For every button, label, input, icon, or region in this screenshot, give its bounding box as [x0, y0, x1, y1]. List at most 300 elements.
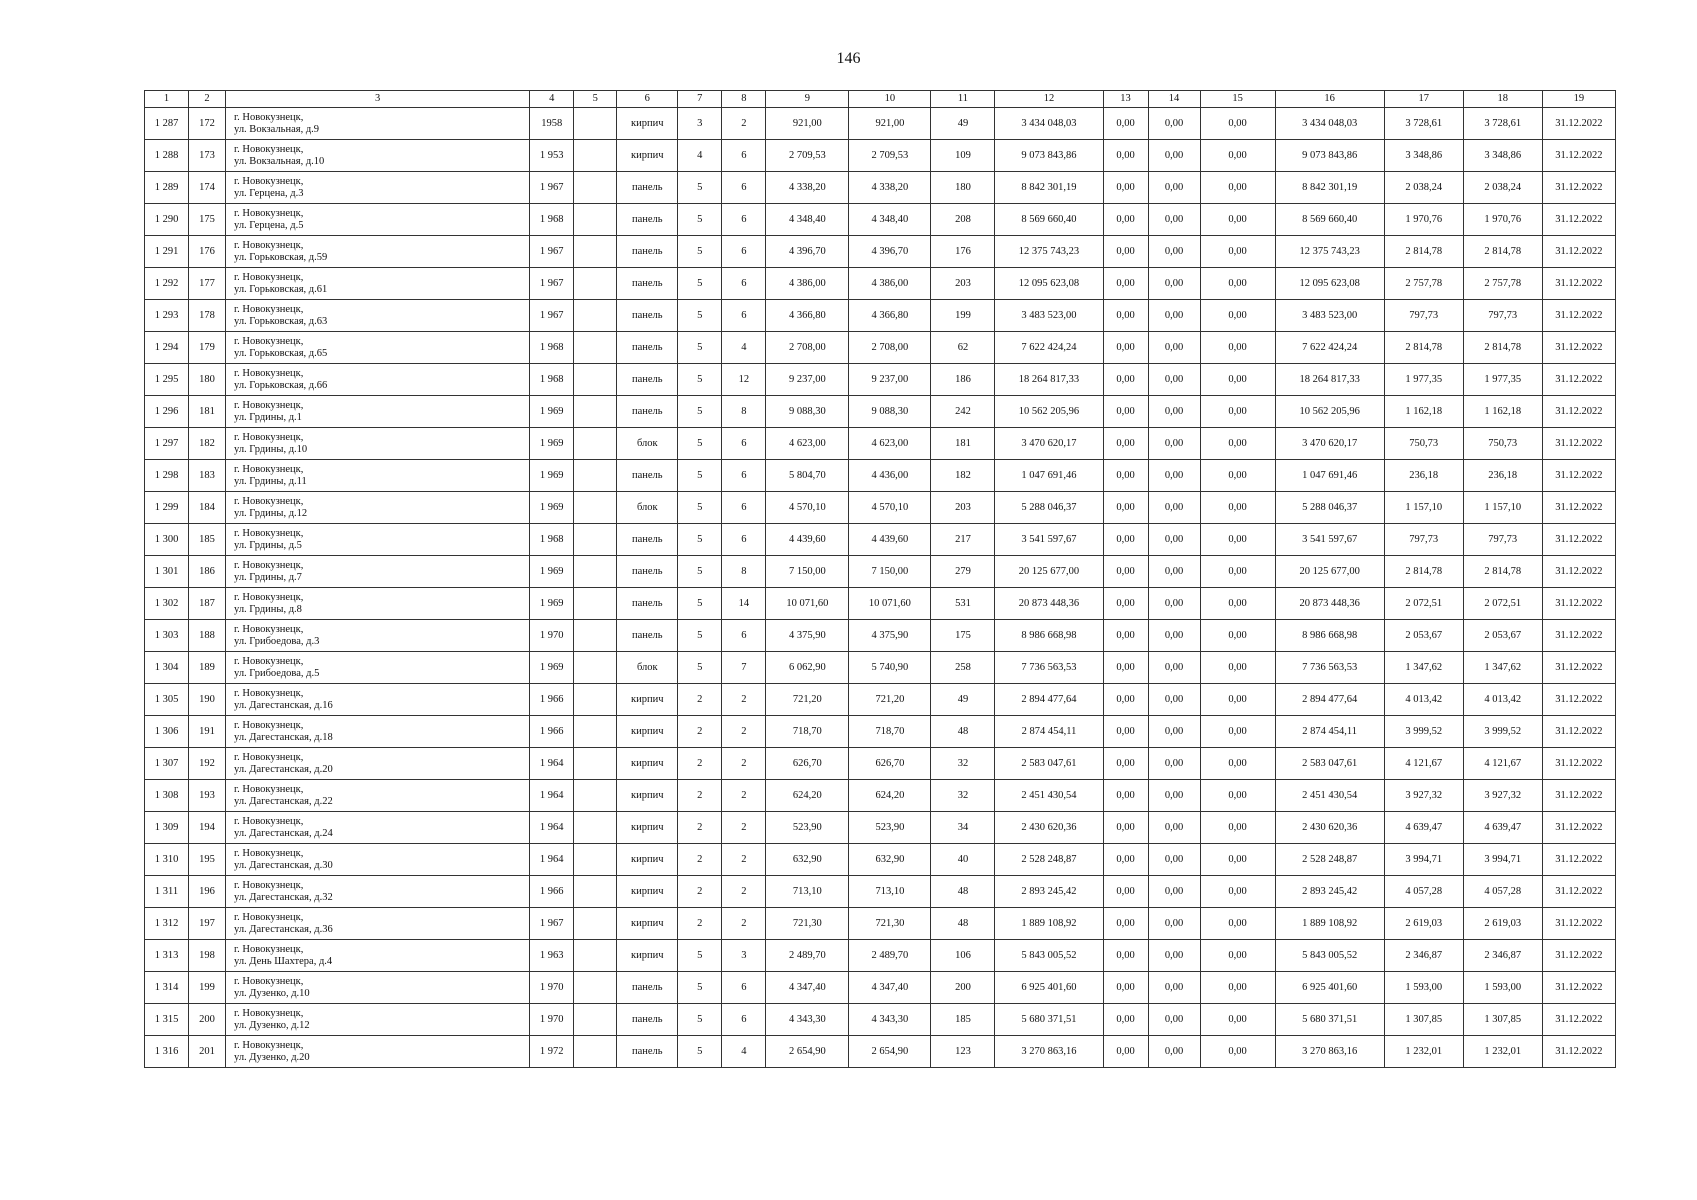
table-cell: 31.12.2022 [1542, 332, 1615, 364]
address-street: ул. Грдины, д.5 [234, 539, 302, 551]
table-cell: 1 969 [530, 428, 574, 460]
table-cell: 2 814,78 [1463, 332, 1542, 364]
table-cell: 9 073 843,86 [1275, 140, 1384, 172]
address-cell [226, 1004, 530, 1036]
table-cell: 1 295 [145, 364, 189, 396]
address-cell [226, 876, 530, 908]
table-cell: 4 121,67 [1384, 748, 1463, 780]
address-cell [226, 364, 530, 396]
table-cell: 2 814,78 [1463, 556, 1542, 588]
table-row [145, 812, 1616, 844]
table-cell: 0,00 [1103, 620, 1148, 652]
table-cell: 1 047 691,46 [995, 460, 1103, 492]
table-cell: 5 680 371,51 [1275, 1004, 1384, 1036]
address-city: г. Новокузнецк, [234, 207, 304, 219]
table-cell: 718,70 [849, 716, 931, 748]
address-street: ул. Герцена, д.5 [234, 219, 304, 231]
table-cell: 4 375,90 [849, 620, 931, 652]
address-cell [226, 524, 530, 556]
table-cell: 0,00 [1148, 332, 1200, 364]
table-cell: 0,00 [1200, 684, 1275, 716]
table-cell: 3 470 620,17 [995, 428, 1103, 460]
table-cell: 4 [722, 1036, 766, 1068]
table-cell: 7 622 424,24 [995, 332, 1103, 364]
table-cell: 1958 [530, 108, 574, 140]
table-cell: 2 489,70 [766, 940, 849, 972]
address-street: ул. Грибоедова, д.3 [234, 635, 320, 647]
table-cell: 40 [931, 844, 995, 876]
table-cell: 12 375 743,23 [995, 236, 1103, 268]
table-cell: 31.12.2022 [1542, 428, 1615, 460]
table-cell: 2 583 047,61 [995, 748, 1103, 780]
table-cell: 1 967 [530, 908, 574, 940]
table-cell: 0,00 [1103, 332, 1148, 364]
table-cell: 0,00 [1103, 172, 1148, 204]
table-cell: 3 927,32 [1384, 780, 1463, 812]
table-cell: 5 740,90 [849, 652, 931, 684]
table-cell: панель [617, 556, 678, 588]
table-cell: 2 [678, 812, 722, 844]
table-cell: 2 038,24 [1463, 172, 1542, 204]
table-cell: 7 [722, 652, 766, 684]
table-cell [574, 748, 617, 780]
table-cell: 4 [678, 140, 722, 172]
column-header: 18 [1463, 91, 1542, 108]
table-cell: 6 925 401,60 [1275, 972, 1384, 1004]
table-cell: 0,00 [1103, 1036, 1148, 1068]
table-cell: 6 [722, 972, 766, 1004]
table-cell: 4 396,70 [766, 236, 849, 268]
table-cell: 0,00 [1148, 300, 1200, 332]
table-cell: 3 [722, 940, 766, 972]
table-cell: кирпич [617, 876, 678, 908]
table-cell [574, 396, 617, 428]
table-cell: 1 969 [530, 460, 574, 492]
table-cell: 1 969 [530, 396, 574, 428]
column-header: 3 [226, 91, 530, 108]
table-cell: 624,20 [766, 780, 849, 812]
table-cell: 0,00 [1200, 396, 1275, 428]
table-cell: 8 569 660,40 [1275, 204, 1384, 236]
table-cell: 20 873 448,36 [1275, 588, 1384, 620]
table-cell: 0,00 [1200, 812, 1275, 844]
table-cell: 0,00 [1148, 780, 1200, 812]
table-cell: 8 [722, 556, 766, 588]
table-cell: 187 [189, 588, 226, 620]
table-row [145, 524, 1616, 556]
table-body [145, 108, 1616, 1068]
table-cell [574, 652, 617, 684]
table-cell: 7 150,00 [849, 556, 931, 588]
table-cell: 9 073 843,86 [995, 140, 1103, 172]
address-street: ул. Дагестанская, д.36 [234, 923, 333, 935]
table-cell: 0,00 [1148, 748, 1200, 780]
table-cell: 3 270 863,16 [995, 1036, 1103, 1068]
table-cell: 1 593,00 [1384, 972, 1463, 1004]
table-cell: панель [617, 1004, 678, 1036]
table-cell: 6 [722, 140, 766, 172]
table-cell: кирпич [617, 940, 678, 972]
table-cell: 0,00 [1200, 332, 1275, 364]
table-cell [574, 716, 617, 748]
table-cell: 4 570,10 [766, 492, 849, 524]
table-cell: 0,00 [1200, 908, 1275, 940]
table-cell: 1 300 [145, 524, 189, 556]
header-row [145, 91, 1616, 108]
table-cell: 523,90 [766, 812, 849, 844]
table-cell [574, 1036, 617, 1068]
table-cell: 2 451 430,54 [995, 780, 1103, 812]
table-cell: 2 [678, 876, 722, 908]
table-cell: 0,00 [1103, 300, 1148, 332]
table-cell: 1 969 [530, 652, 574, 684]
table-cell: 201 [189, 1036, 226, 1068]
registry-table [144, 90, 1616, 1068]
table-cell: 2 430 620,36 [995, 812, 1103, 844]
table-cell: 1 315 [145, 1004, 189, 1036]
table-cell: 5 [678, 556, 722, 588]
table-cell: 0,00 [1148, 876, 1200, 908]
table-cell: 2 053,67 [1384, 620, 1463, 652]
table-cell: 3 483 523,00 [1275, 300, 1384, 332]
table-cell: 531 [931, 588, 995, 620]
table-cell: 0,00 [1148, 812, 1200, 844]
table-cell: 5 [678, 940, 722, 972]
address-cell [226, 236, 530, 268]
table-cell: 721,20 [766, 684, 849, 716]
table-cell: 48 [931, 716, 995, 748]
address-cell [226, 460, 530, 492]
table-row [145, 716, 1616, 748]
table-cell: 31.12.2022 [1542, 524, 1615, 556]
table-cell: 1 972 [530, 1036, 574, 1068]
table-cell: 0,00 [1200, 940, 1275, 972]
table-cell: 123 [931, 1036, 995, 1068]
address-street: ул. Дузенко, д.20 [234, 1051, 310, 1063]
table-cell: кирпич [617, 812, 678, 844]
table-cell: 31.12.2022 [1542, 972, 1615, 1004]
table-cell: 5 680 371,51 [995, 1004, 1103, 1036]
table-cell: 2 709,53 [849, 140, 931, 172]
table-cell: 203 [931, 268, 995, 300]
table-cell: 190 [189, 684, 226, 716]
table-cell: 31.12.2022 [1542, 236, 1615, 268]
table-cell: 1 953 [530, 140, 574, 172]
address-cell [226, 556, 530, 588]
table-cell: 1 290 [145, 204, 189, 236]
address-city: г. Новокузнецк, [234, 303, 304, 315]
table-cell: 721,20 [849, 684, 931, 716]
table-cell: 1 305 [145, 684, 189, 716]
table-cell: 0,00 [1103, 940, 1148, 972]
table-cell: 632,90 [849, 844, 931, 876]
table-cell: 1 968 [530, 332, 574, 364]
table-cell: 0,00 [1200, 876, 1275, 908]
table-cell [574, 460, 617, 492]
table-cell: 1 303 [145, 620, 189, 652]
table-cell: блок [617, 428, 678, 460]
address-street: ул. Дузенко, д.12 [234, 1019, 310, 1031]
table-cell: 20 125 677,00 [1275, 556, 1384, 588]
table-cell: 2 [722, 844, 766, 876]
address-city: г. Новокузнецк, [234, 591, 304, 603]
table-cell: 1 288 [145, 140, 189, 172]
table-cell: 179 [189, 332, 226, 364]
table-cell: 3 728,61 [1463, 108, 1542, 140]
table-cell: панель [617, 972, 678, 1004]
table-cell: 0,00 [1200, 108, 1275, 140]
table-cell: 196 [189, 876, 226, 908]
table-cell: 172 [189, 108, 226, 140]
address-city: г. Новокузнецк, [234, 687, 304, 699]
table-row [145, 556, 1616, 588]
table-cell: 185 [189, 524, 226, 556]
table-cell: 184 [189, 492, 226, 524]
address-street: ул. Горьковская, д.59 [234, 251, 328, 263]
address-city: г. Новокузнецк, [234, 271, 304, 283]
table-row [145, 332, 1616, 364]
table-cell: 186 [189, 556, 226, 588]
table-cell: 2 654,90 [849, 1036, 931, 1068]
table-cell: 4 366,80 [849, 300, 931, 332]
address-city: г. Новокузнецк, [234, 1007, 304, 1019]
table-row [145, 620, 1616, 652]
table-cell: 258 [931, 652, 995, 684]
table-cell [574, 908, 617, 940]
table-cell: 1 308 [145, 780, 189, 812]
table-cell: 191 [189, 716, 226, 748]
table-cell [574, 364, 617, 396]
address-cell [226, 300, 530, 332]
address-cell [226, 204, 530, 236]
table-cell: 3 541 597,67 [1275, 524, 1384, 556]
table-row [145, 1004, 1616, 1036]
table-cell: 200 [189, 1004, 226, 1036]
table-cell: 713,10 [849, 876, 931, 908]
table-cell: 183 [189, 460, 226, 492]
table-cell: 0,00 [1200, 716, 1275, 748]
table-cell: 1 157,10 [1463, 492, 1542, 524]
address-street: ул. Вокзальная, д.9 [234, 123, 320, 135]
table-cell: 0,00 [1103, 556, 1148, 588]
table-cell: 6 [722, 524, 766, 556]
table-cell: 0,00 [1103, 812, 1148, 844]
table-row [145, 300, 1616, 332]
table-cell: 3 927,32 [1463, 780, 1542, 812]
table-cell: 2 893 245,42 [995, 876, 1103, 908]
table-cell: 2 [678, 748, 722, 780]
table-cell: 0,00 [1103, 588, 1148, 620]
table-cell: 31.12.2022 [1542, 140, 1615, 172]
table-row [145, 780, 1616, 812]
table-cell: 7 736 563,53 [995, 652, 1103, 684]
table-cell: 242 [931, 396, 995, 428]
table-cell: 0,00 [1200, 620, 1275, 652]
table-cell: 5 [678, 492, 722, 524]
table-cell: 200 [931, 972, 995, 1004]
table-cell: 2 708,00 [849, 332, 931, 364]
table-cell: 2 [722, 780, 766, 812]
table-cell: 2 [722, 812, 766, 844]
table-cell: 186 [931, 364, 995, 396]
table-cell: 0,00 [1200, 140, 1275, 172]
address-cell [226, 492, 530, 524]
table-cell: кирпич [617, 780, 678, 812]
table-cell: 632,90 [766, 844, 849, 876]
table-cell: 0,00 [1200, 1036, 1275, 1068]
table-cell: 7 622 424,24 [1275, 332, 1384, 364]
table-cell: 8 986 668,98 [1275, 620, 1384, 652]
table-cell: 1 301 [145, 556, 189, 588]
table-cell: 49 [931, 108, 995, 140]
table-cell: 5 843 005,52 [1275, 940, 1384, 972]
table-cell: 3 [678, 108, 722, 140]
address-street: ул. Дагестанская, д.24 [234, 827, 333, 839]
table-cell: 4 439,60 [766, 524, 849, 556]
address-city: г. Новокузнецк, [234, 815, 304, 827]
table-cell: 181 [931, 428, 995, 460]
table-cell: 279 [931, 556, 995, 588]
table-cell: 4 343,30 [849, 1004, 931, 1036]
table-cell: 721,30 [849, 908, 931, 940]
column-header: 10 [849, 91, 931, 108]
table-cell: 5 [678, 620, 722, 652]
address-city: г. Новокузнецк, [234, 847, 304, 859]
table-row [145, 108, 1616, 140]
table-cell: 2 038,24 [1384, 172, 1463, 204]
table-cell: 9 237,00 [766, 364, 849, 396]
table-row [145, 396, 1616, 428]
column-header: 6 [617, 91, 678, 108]
table-cell: 34 [931, 812, 995, 844]
table-cell [574, 108, 617, 140]
address-street: ул. Дагестанская, д.18 [234, 731, 333, 743]
table-cell: 62 [931, 332, 995, 364]
table-cell: 1 232,01 [1384, 1036, 1463, 1068]
column-header: 16 [1275, 91, 1384, 108]
table-cell: 49 [931, 684, 995, 716]
address-cell [226, 1036, 530, 1068]
address-city: г. Новокузнецк, [234, 559, 304, 571]
table-row [145, 492, 1616, 524]
table-cell: 4 348,40 [849, 204, 931, 236]
address-street: ул. Герцена, д.3 [234, 187, 304, 199]
table-cell: 1 970,76 [1384, 204, 1463, 236]
table-cell: кирпич [617, 748, 678, 780]
table-cell: 0,00 [1148, 172, 1200, 204]
table-cell: 0,00 [1103, 204, 1148, 236]
table-cell: 31.12.2022 [1542, 876, 1615, 908]
table-row [145, 652, 1616, 684]
column-header: 4 [530, 91, 574, 108]
table-cell [574, 204, 617, 236]
table-cell: 1 347,62 [1384, 652, 1463, 684]
table-cell: 4 347,40 [766, 972, 849, 1004]
table-cell: 6 [722, 492, 766, 524]
table-cell: 6 [722, 268, 766, 300]
table-cell: 0,00 [1200, 652, 1275, 684]
table-cell: 0,00 [1148, 236, 1200, 268]
table-cell: 14 [722, 588, 766, 620]
table-cell: 0,00 [1103, 876, 1148, 908]
table-cell: 4 [722, 332, 766, 364]
table-cell: 0,00 [1200, 492, 1275, 524]
table-cell: 2 708,00 [766, 332, 849, 364]
table-cell: 4 057,28 [1384, 876, 1463, 908]
table-cell: 6 [722, 460, 766, 492]
table-cell: 921,00 [849, 108, 931, 140]
table-cell: 12 095 623,08 [995, 268, 1103, 300]
table-cell: 9 088,30 [849, 396, 931, 428]
table-cell: 0,00 [1148, 716, 1200, 748]
table-cell: 5 288 046,37 [1275, 492, 1384, 524]
table-cell: 182 [931, 460, 995, 492]
table-cell: 180 [189, 364, 226, 396]
table-cell [574, 972, 617, 1004]
table-cell: 4 396,70 [849, 236, 931, 268]
table-cell [574, 684, 617, 716]
table-cell: 175 [189, 204, 226, 236]
table-cell: 1 306 [145, 716, 189, 748]
table-cell: 750,73 [1384, 428, 1463, 460]
table-cell: 1 287 [145, 108, 189, 140]
table-cell: 2 619,03 [1384, 908, 1463, 940]
table-cell: 0,00 [1103, 780, 1148, 812]
table-cell: 0,00 [1148, 492, 1200, 524]
address-city: г. Новокузнецк, [234, 367, 304, 379]
table-cell: 4 057,28 [1463, 876, 1542, 908]
table-cell [574, 620, 617, 652]
table-cell: 175 [931, 620, 995, 652]
table-cell: 173 [189, 140, 226, 172]
table-cell: 4 366,80 [766, 300, 849, 332]
table-cell: 1 316 [145, 1036, 189, 1068]
table-cell: 20 873 448,36 [995, 588, 1103, 620]
address-street: ул. Дагестанская, д.16 [234, 699, 333, 711]
table-cell: 2 053,67 [1463, 620, 1542, 652]
table-cell: 797,73 [1384, 524, 1463, 556]
table-cell: 2 757,78 [1463, 268, 1542, 300]
table-cell: 0,00 [1200, 460, 1275, 492]
table-cell: 0,00 [1148, 588, 1200, 620]
table-cell: 0,00 [1103, 524, 1148, 556]
table-cell: 2 [678, 908, 722, 940]
table-cell: 5 [678, 652, 722, 684]
table-cell: 236,18 [1384, 460, 1463, 492]
table-cell: 6 [722, 300, 766, 332]
address-cell [226, 172, 530, 204]
table-cell: 1 966 [530, 716, 574, 748]
address-city: г. Новокузнецк, [234, 911, 304, 923]
table-cell: блок [617, 492, 678, 524]
address-city: г. Новокузнецк, [234, 719, 304, 731]
table-cell: 0,00 [1148, 364, 1200, 396]
table-cell: 2 [678, 844, 722, 876]
table-cell: 1 312 [145, 908, 189, 940]
table-cell: 195 [189, 844, 226, 876]
table-cell: 31.12.2022 [1542, 1036, 1615, 1068]
table-cell: 2 528 248,87 [1275, 844, 1384, 876]
table-cell: 1 307,85 [1384, 1004, 1463, 1036]
address-cell [226, 908, 530, 940]
table-cell: 208 [931, 204, 995, 236]
table-cell: 8 569 660,40 [995, 204, 1103, 236]
table-cell: 181 [189, 396, 226, 428]
table-cell: панель [617, 300, 678, 332]
table-cell: 0,00 [1148, 556, 1200, 588]
table-cell: 4 338,20 [766, 172, 849, 204]
address-city: г. Новокузнецк, [234, 431, 304, 443]
